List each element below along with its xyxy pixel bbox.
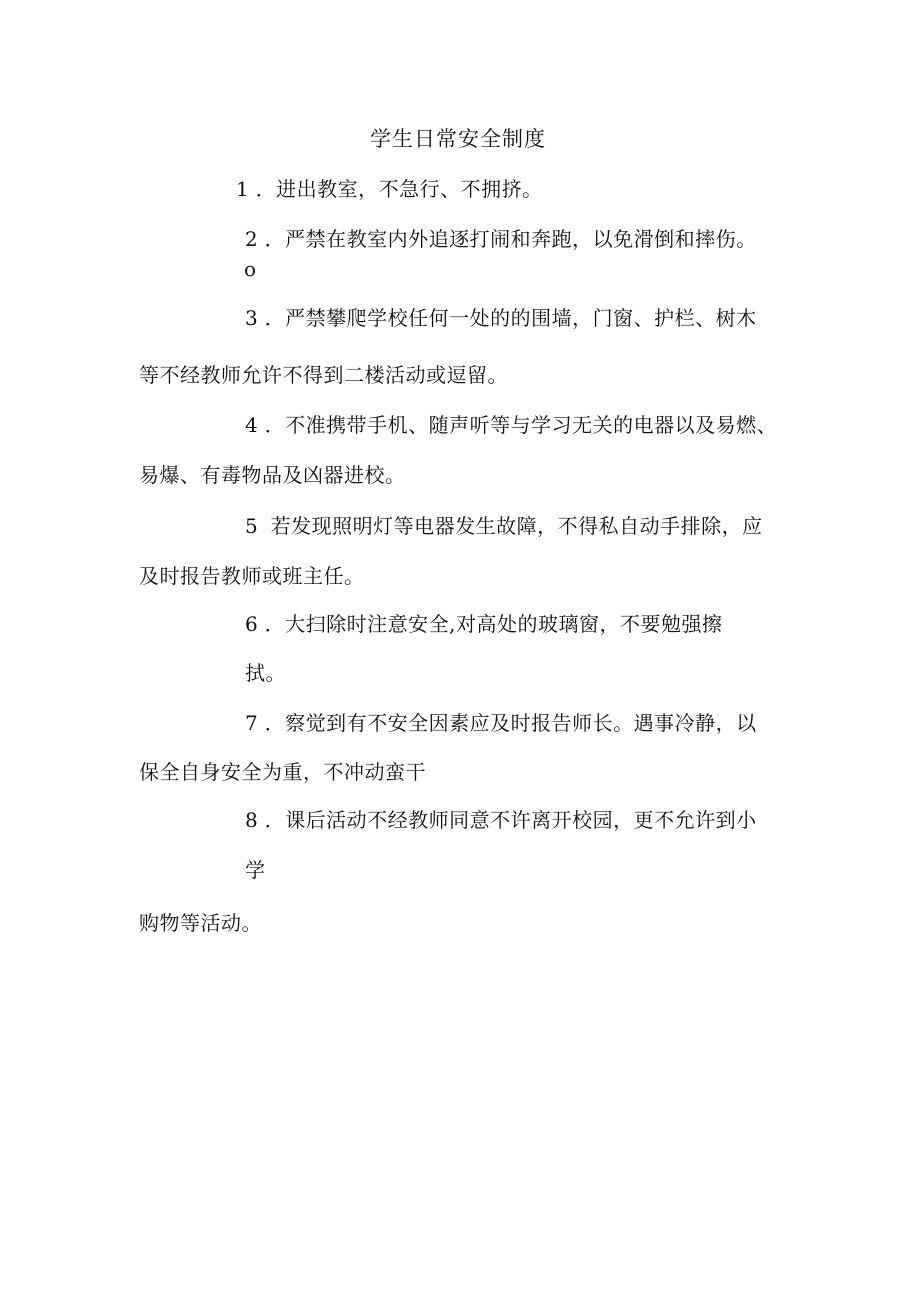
rule-text: ．进出教室，不急行、不拥挤。 <box>255 177 543 201</box>
rule-text: ．严禁在教室内外追逐打闹和奔跑，以免滑倒和摔伤。 <box>264 227 757 251</box>
rule-2-continuation: o <box>244 257 257 281</box>
rule-number: 3 <box>245 306 258 330</box>
rule-6 <box>245 611 722 637</box>
rule-6-continuation: 拭。 <box>245 661 286 685</box>
rule-text: ．大扫除时注意安全,对高处的玻璃窗，不要勉强擦 <box>264 612 723 636</box>
rule-number: 8 <box>245 808 258 832</box>
rule-5-continuation: 及时报告教师或班主任。 <box>139 564 365 588</box>
document-title: 学生日常安全制度 <box>370 127 546 151</box>
rule-text: ．不准携带手机、随声听等与学习无关的电器以及易燃、 <box>264 413 778 437</box>
rule-3-continuation: 等不经教师允许不得到二楼活动或逗留。 <box>139 363 508 387</box>
rule-4 <box>245 412 777 438</box>
rule-text: ．课后活动不经教师同意不许离开校园，更不允许到小 <box>264 808 757 832</box>
rule-text: ．察觉到有不安全因素应及时报告师长。遇事冷静，以 <box>264 711 757 735</box>
rule-number: 1 <box>236 177 249 201</box>
rule-2 <box>245 226 757 252</box>
rule-number: 5 <box>245 514 258 538</box>
rule-7-continuation: 保全自身安全为重，不冲动蛮干 <box>139 760 426 784</box>
rule-7 <box>245 710 757 736</box>
rule-3 <box>245 305 757 331</box>
rule-number: 6 <box>245 612 258 636</box>
rule-8 <box>245 807 757 833</box>
rule-8-continuation-2: 购物等活动。 <box>139 911 262 935</box>
rule-text: ．严禁攀爬学校任何一处的的围墙，门窗、护栏、树木 <box>264 306 757 330</box>
rule-8-continuation: 学 <box>245 858 266 882</box>
rule-text: 若发现照明灯等电器发生故障，不得私自动手排除，应 <box>270 514 763 538</box>
rule-number: 7 <box>245 711 258 735</box>
rule-number: 4 <box>245 413 258 437</box>
rule-4-continuation: 易爆、有毒物品及凶器进校。 <box>139 463 406 487</box>
rule-5 <box>245 513 763 539</box>
rule-number: 2 <box>245 227 258 251</box>
rule-1 <box>236 176 543 202</box>
